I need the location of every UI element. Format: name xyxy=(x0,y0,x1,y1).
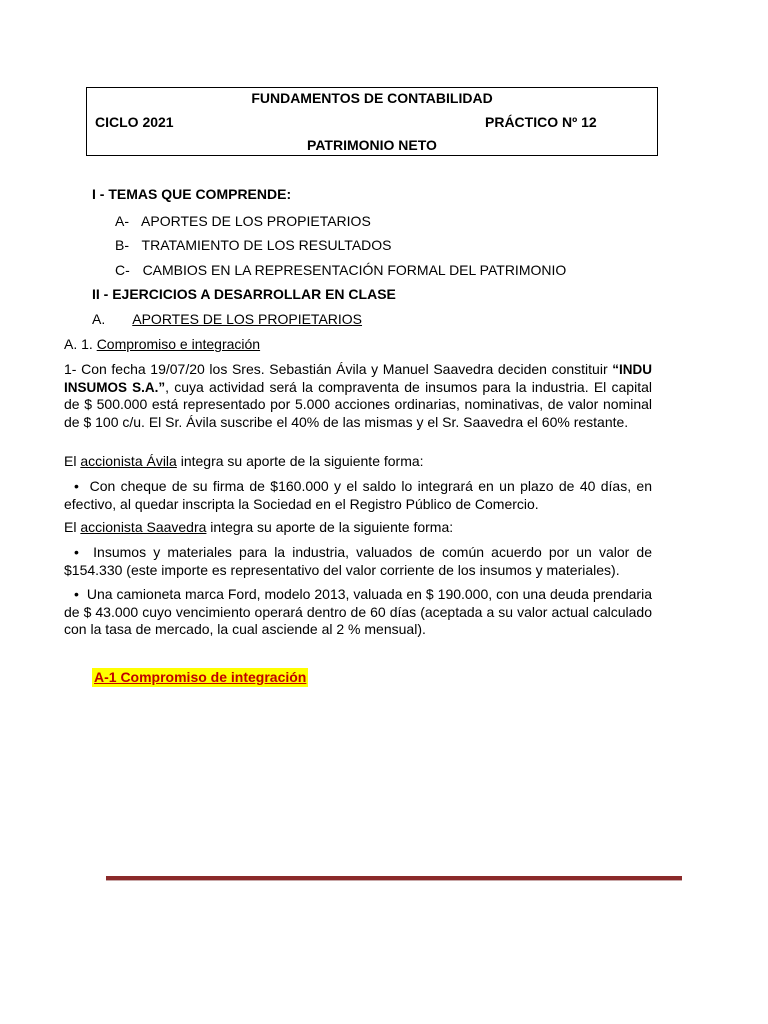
saavedra-bullet-1 xyxy=(64,544,652,579)
avila-bullet xyxy=(64,478,652,513)
saavedra-pre: El xyxy=(64,519,81,535)
avila-bullet-text: Con cheque de su firma de $160.000 y el saldo lo integrará en un plazo de 40 días, en efectivo, al quedar inscripta la Sociedad en el Registro Público de Comercio. xyxy=(64,478,652,512)
saavedra-shareholder-label: accionista Saavedra xyxy=(80,519,207,535)
highlighted-heading: A-1 Compromiso de integración xyxy=(94,669,307,685)
bullet-icon: • xyxy=(74,586,79,602)
bullet-icon: • xyxy=(74,544,79,560)
section1-heading: I - TEMAS QUE COMPRENDE: xyxy=(92,186,292,202)
document-title: FUNDAMENTOS DE CONTABILIDAD xyxy=(251,90,493,106)
subsection-a1-prefix: A. 1. xyxy=(64,336,93,352)
saavedra-intro xyxy=(64,519,453,535)
header-box xyxy=(86,87,658,156)
company-name: “INDU INSUMOS S.A.” xyxy=(64,362,652,395)
topic-letter: C- xyxy=(115,262,130,278)
exercise-intro: 1- Con fecha 19/07/20 los Sres. Sebastián Ávila y Manuel Saavedra deciden constituir xyxy=(64,361,608,377)
subsection-a1 xyxy=(64,336,260,352)
topic-letter: B- xyxy=(115,237,129,253)
avila-post: integra su aporte de la siguiente forma: xyxy=(176,453,424,469)
saavedra-bullet-1-text: Insumos y materiales para la industria, valuados de común acuerdo por un valor de $154.330 (este importe es representativo del valor corriente de los insumos y materiales). xyxy=(64,544,653,578)
subsection-a xyxy=(92,311,362,327)
subsection-a1-title: Compromiso e integración xyxy=(96,336,261,352)
cycle-label: CICLO 2021 xyxy=(95,114,174,130)
section2-heading: II - EJERCICIOS A DESARROLLAR EN CLASE xyxy=(92,286,396,302)
avila-intro xyxy=(64,453,424,469)
topic-item-c xyxy=(115,262,566,278)
document-subtitle: PATRIMONIO NETO xyxy=(307,137,437,153)
saavedra-bullet-2-text: Una camioneta marca Ford, modelo 2013, valuada en $ 190.000, con una deuda prendaria de $ 43.000 cuyo vencimiento operará dentro de 60 días (aceptada a su valor actual calculado con la tasa de mercado, la cual asciende al 2 % mensual). xyxy=(64,586,652,637)
topic-text: CAMBIOS EN LA REPRESENTACIÓN FORMAL DEL PATRIMONIO xyxy=(142,262,567,278)
practical-number: PRÁCTICO Nº 12 xyxy=(485,114,597,130)
topic-item-a xyxy=(115,213,371,229)
footer-divider xyxy=(106,876,682,881)
topic-item-b xyxy=(115,237,392,253)
subsection-title: APORTES DE LOS PROPIETARIOS xyxy=(132,311,363,327)
saavedra-bullet-2 xyxy=(64,586,652,639)
bullet-icon: • xyxy=(74,478,79,494)
topic-text: TRATAMIENTO DE LOS RESULTADOS xyxy=(141,237,392,253)
subsection-letter: A. xyxy=(92,311,106,327)
avila-pre: El xyxy=(64,453,81,469)
topic-letter: A- xyxy=(115,213,129,229)
avila-shareholder-label: accionista Ávila xyxy=(80,453,177,469)
exercise-paragraph xyxy=(64,361,652,431)
exercise-details: , cuya actividad será la compraventa de insumos para la industria. El capital de $ 500.000 está representado por 5.000 acciones ordinarias, nominativas, de valor nominal de $ 100 c/u. El Sr. Ávila suscribe el 40% de las mismas y el Sr. Saavedra el 60% restante. xyxy=(64,378,652,430)
saavedra-post: integra su aporte de la siguiente forma: xyxy=(206,519,454,535)
topic-text: APORTES DE LOS PROPIETARIOS xyxy=(141,213,371,229)
